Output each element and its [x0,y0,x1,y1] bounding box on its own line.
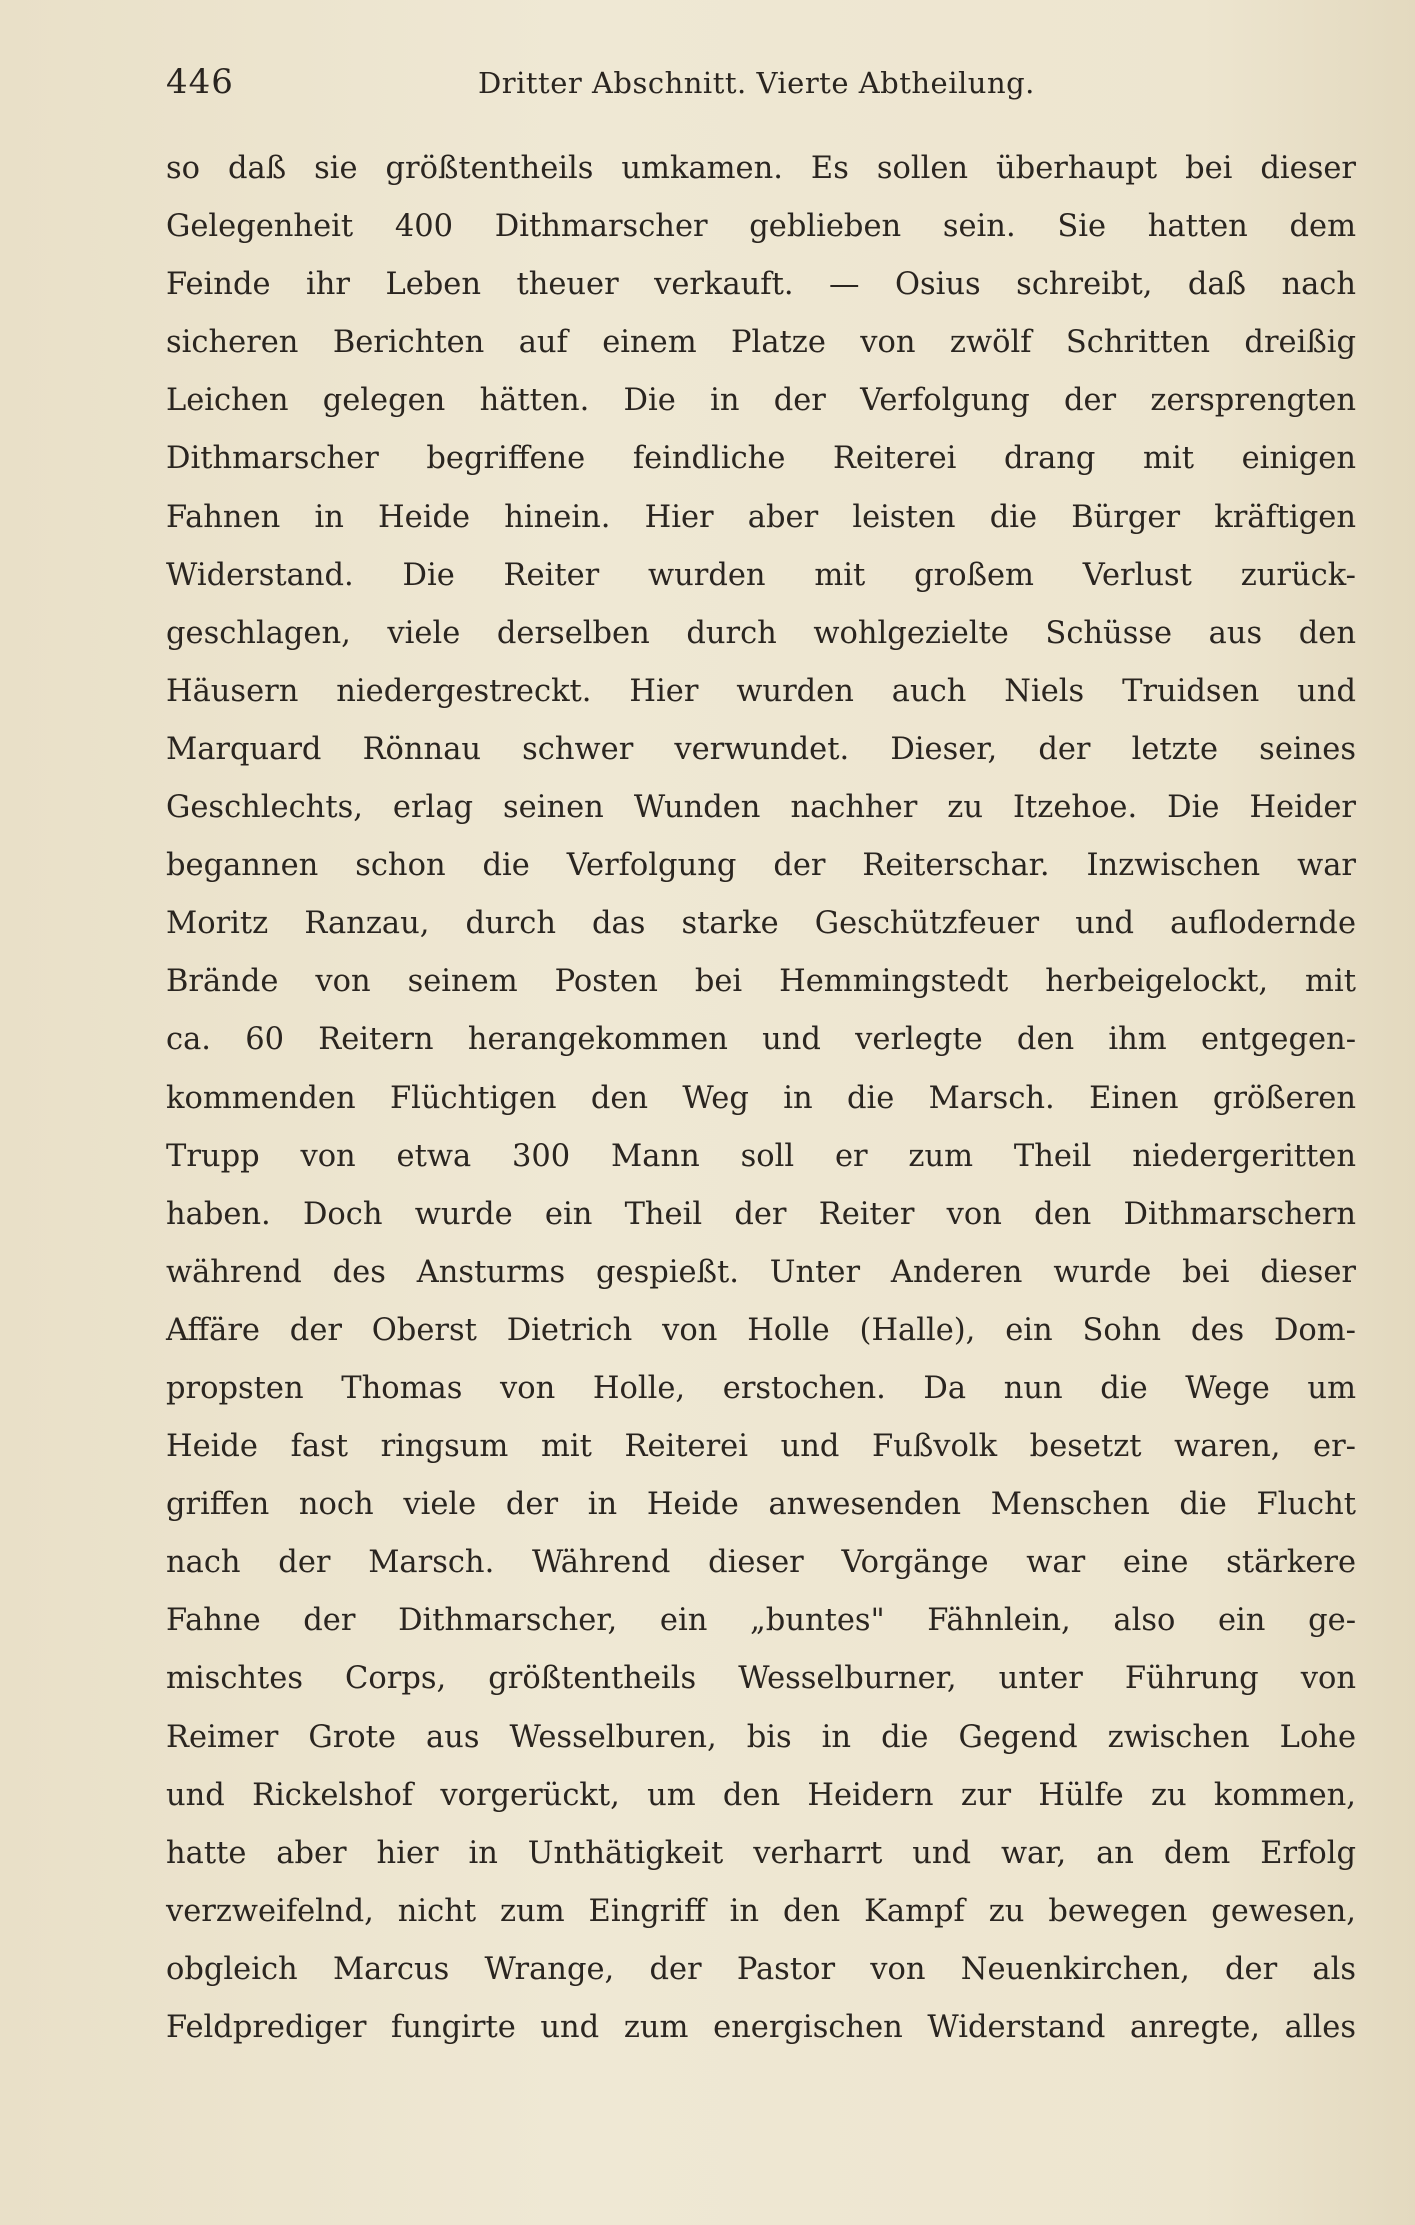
text-line: geschlagen, viele derselben durch wohlgezielte Schüsse aus den [166,615,1356,651]
text-line: mischtes Corps, größtentheils Wesselburner, unter Führung von [166,1661,1356,1697]
text-line: verzweifelnd, nicht zum Eingriff in den Kampf zu bewegen gewesen, [166,1893,1356,1929]
text-line: Leichen gelegen hätten. Die in der Verfolgung der zersprengten [166,383,1356,419]
text-line: propsten Thomas von Holle, erstochen. Da nun die Wege um [166,1370,1356,1406]
text-line: nach der Marsch. Während dieser Vorgänge war eine stärkere [166,1545,1356,1581]
text-line: Marquard Rönnau schwer verwundet. Dieser, der letzte seines [166,731,1356,767]
running-head: Dritter Abschnitt. Vierte Abtheilung. [478,66,1035,100]
text-line: begannen schon die Verfolgung der Reiterschar. Inzwischen war [166,848,1356,884]
text-line: Moritz Ranzau, durch das starke Geschützfeuer und auflodernde [166,906,1356,942]
text-line: Trupp von etwa 300 Mann soll er zum Theil niedergeritten [166,1138,1356,1174]
text-line: griffen noch viele der in Heide anwesenden Menschen die Flucht [166,1487,1356,1523]
text-line: Häusern niedergestreckt. Hier wurden auch Niels Truidsen und [166,673,1356,709]
text-line: kommenden Flüchtigen den Weg in die Marsch. Einen größeren [166,1080,1356,1116]
text-line: ca. 60 Reitern herangekommen und verlegte den ihm entgegen- [166,1022,1356,1058]
text-line: Affäre der Oberst Dietrich von Holle (Halle), ein Sohn des Dom- [166,1312,1356,1348]
text-line: Heide fast ringsum mit Reiterei und Fußvolk besetzt waren, er- [166,1429,1356,1465]
text-line: Dithmarscher begriffene feindliche Reiterei drang mit einigen [166,441,1356,477]
text-line: Feinde ihr Leben theuer verkauft. — Osius schreibt, daß nach [166,267,1356,303]
text-line: obgleich Marcus Wrange, der Pastor von Neuenkirchen, der als [166,1951,1356,1987]
page-number: 446 [166,62,234,102]
text-line: Gelegenheit 400 Dithmarscher geblieben sein. Sie hatten dem [166,209,1356,245]
text-line: Fahnen in Heide hinein. Hier aber leisten die Bürger kräftigen [166,499,1356,535]
page-header [166,62,1066,112]
text-line: haben. Doch wurde ein Theil der Reiter von den Dithmarschern [166,1196,1356,1232]
body-text [166,140,1356,2057]
text-line: Fahne der Dithmarscher, ein „buntes" Fähnlein, also ein ge- [166,1603,1356,1639]
text-line: sicheren Berichten auf einem Platze von zwölf Schritten dreißig [166,325,1356,361]
text-line: Brände von seinem Posten bei Hemmingstedt herbeigelockt, mit [166,964,1356,1000]
text-line: Reimer Grote aus Wesselburen, bis in die Gegend zwischen Lohe [166,1719,1356,1755]
text-line: während des Ansturms gespießt. Unter Anderen wurde bei dieser [166,1254,1356,1290]
text-line: Feldprediger fungirte und zum energischen Widerstand anregte, alles [166,2010,1356,2045]
text-line: so daß sie größtentheils umkamen. Es sollen überhaupt bei dieser [166,151,1356,186]
text-line: hatte aber hier in Unthätigkeit verharrt und war, an dem Erfolg [166,1835,1356,1871]
text-line: Geschlechts, erlag seinen Wunden nachher zu Itzehoe. Die Heider [166,790,1356,826]
text-line: Widerstand. Die Reiter wurden mit großem Verlust zurück- [166,557,1356,593]
text-line: und Rickelshof vorgerückt, um den Heidern zur Hülfe zu kommen, [166,1777,1356,1813]
